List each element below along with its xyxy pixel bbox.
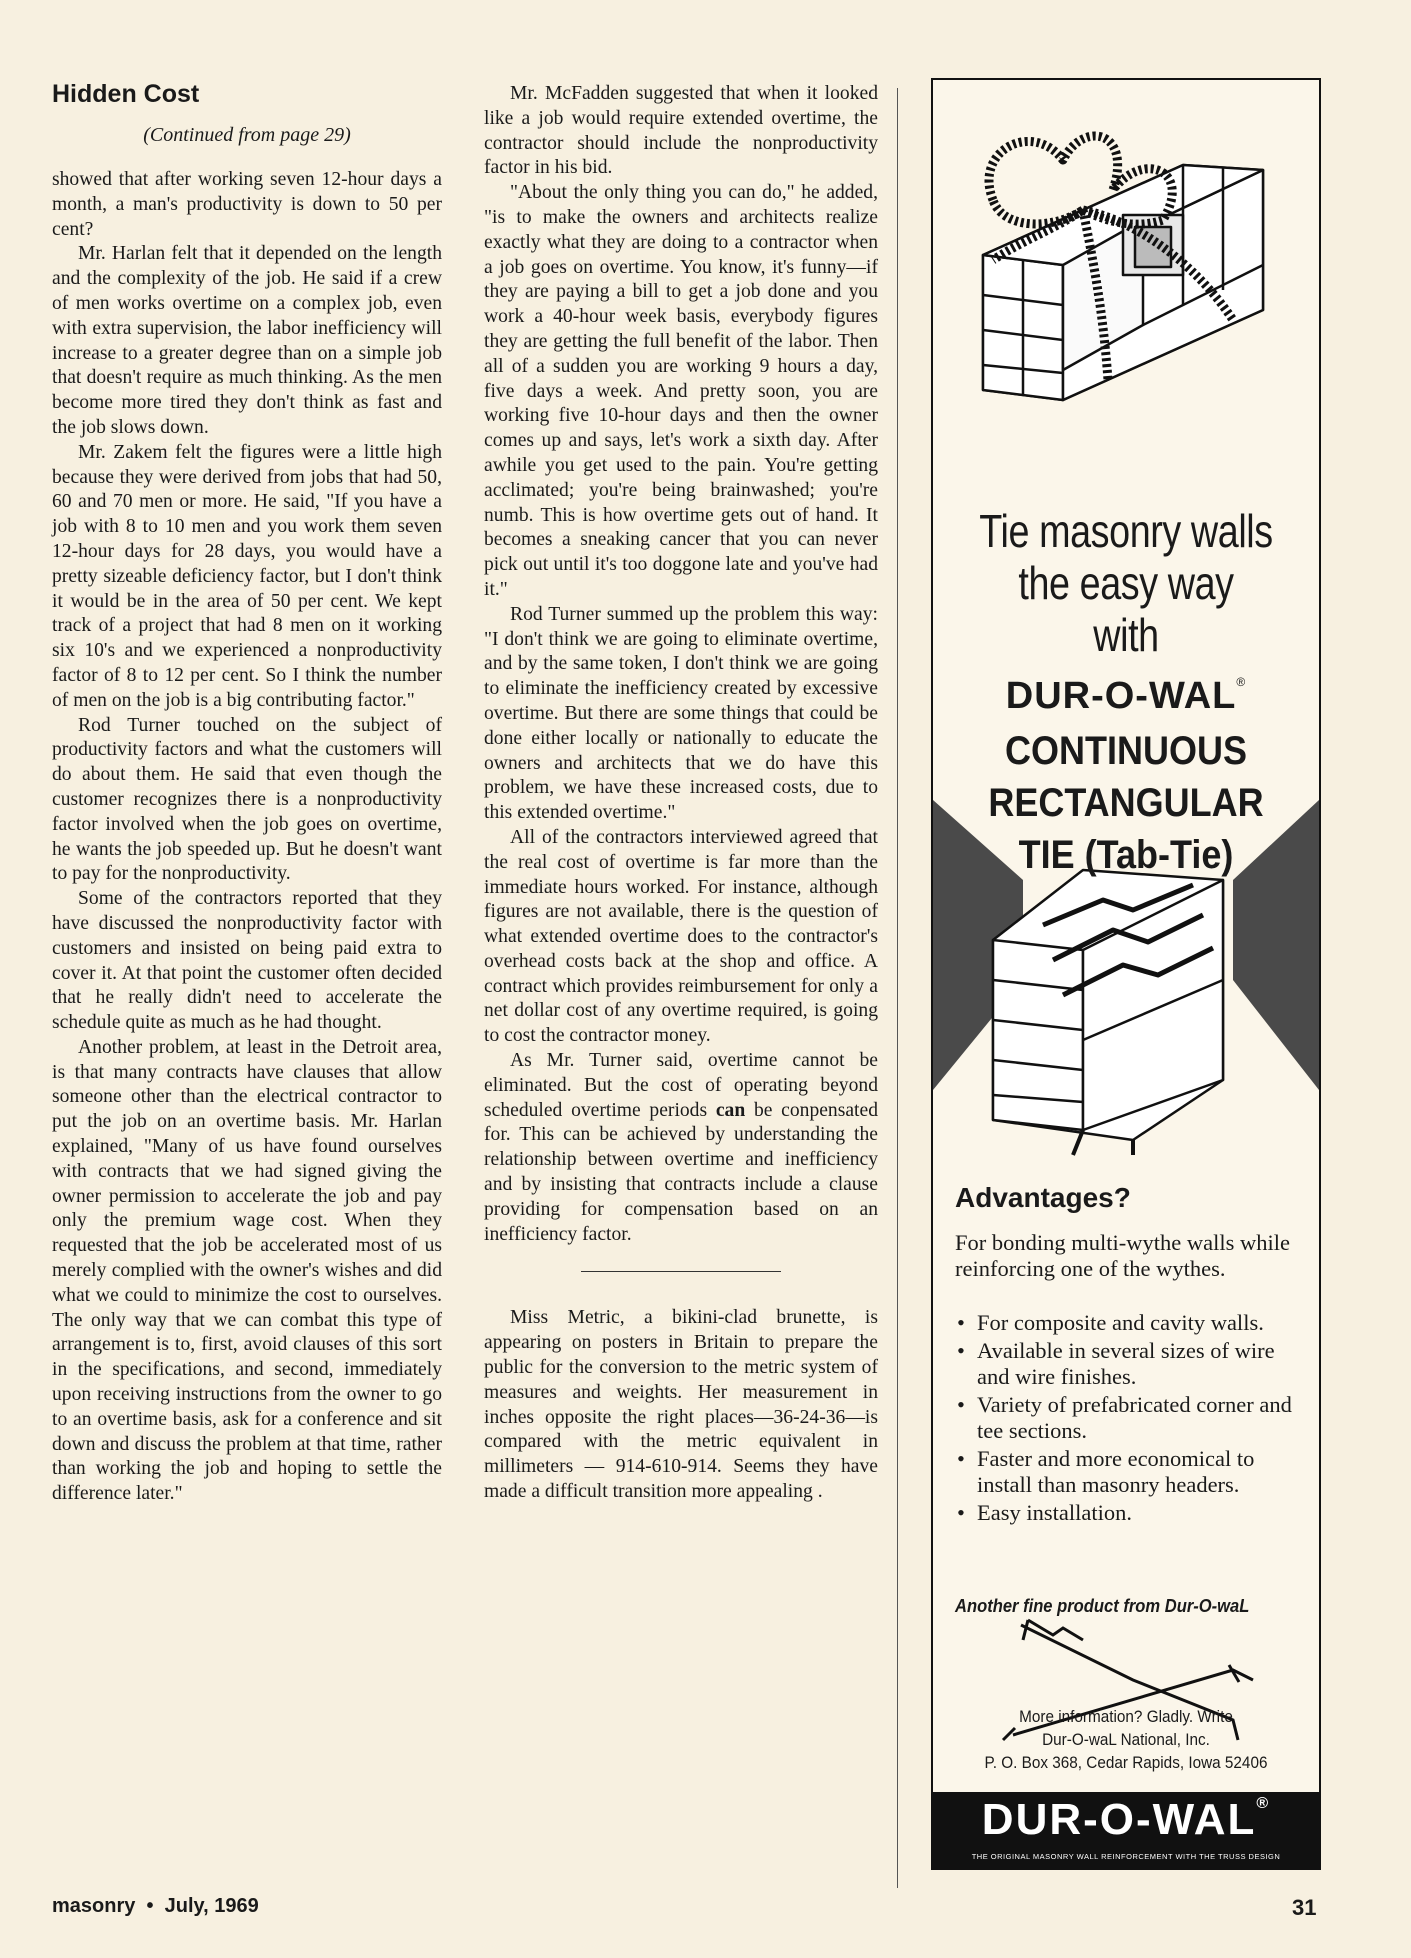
list-item-text: Variety of prefabricated corner and tee sections. (977, 1392, 1292, 1443)
product-line: RECTANGULAR (988, 781, 1264, 825)
contact-line: Dur-O-waL National, Inc. (1042, 1730, 1210, 1749)
advantages-intro: For bonding multi-wythe walls while reinforcing one of the wythes. (955, 1230, 1290, 1281)
registered-mark: ® (1236, 675, 1247, 689)
column-divider (897, 88, 898, 1888)
list-item (955, 1310, 1305, 1336)
bullet-icon: • (957, 1392, 965, 1417)
list-item-text: For composite and cavity walls. (977, 1310, 1264, 1335)
paragraph: Another problem, at least in the Detroit area, is that many contracts have clauses that allow someone other than the electrical contractor to put the job on an overtime basis. Mr. Harlan explained, "Many of us have found ourselves with contracts that we had signed giving the owner permission to accelerate the job and pay only the premium wage cost. When they requested that the job be accelerated most of us merely complied with the owner's wishes and did what we could to minimize the cost to ourselves. The only way that we can combat this type of arrangement is to, first, avoid clauses of this sort in the specifications, and second, immediately upon receiving instructions from the owner to go to an overtime basis, ask for a conference and sit down and discuss the problem at that time, rather than working the job and hoping to settle the difference later." (52, 1036, 442, 1505)
paragraph: Rod Turner summed up the problem this way: "I don't think we are going to eliminate overtime, and by the same token, I don't think we are going to eliminate the inefficiency created by excessive overtime. But there are some things that could be done either locally or nationally to educate the owners and architects that we do have this problem, we have these increased costs, due to this extended overtime." (484, 603, 878, 824)
tagline-line: the easy way (1018, 557, 1234, 609)
logo-text: DUR-O-WAL (981, 1795, 1257, 1844)
paragraph (484, 1049, 878, 1247)
footer-publication: masonry • July, 1969 (52, 1895, 259, 1917)
article-column-2 (484, 82, 878, 1505)
advantages-list (955, 1310, 1305, 1528)
brand-name (933, 675, 1319, 718)
paragraph: Rod Turner touched on the subject of productivity factors and what the customers will do about them. He said that even though the customer recognizes there is a nonproductivity factor involved when the job goes on overtime, he wants the job speeded up. But he doesn't want to pay for the nonproductivity. (52, 714, 442, 885)
list-item (955, 1392, 1305, 1444)
dur-o-wal-advertisement (931, 78, 1321, 1870)
list-item (955, 1500, 1305, 1526)
tagline-line: Tie masonry walls (979, 505, 1273, 557)
logo-registered-mark: ® (1256, 1795, 1271, 1812)
contact-line: P. O. Box 368, Cedar Rapids, Iowa 52406 (984, 1753, 1268, 1772)
logo-subtitle: THE ORIGINAL MASONRY WALL REINFORCEMENT WITH THE TRUSS DESIGN (971, 1852, 1281, 1861)
list-item-text: Available in several sizes of wire and wire finishes. (977, 1338, 1275, 1389)
dur-o-wal-logo (933, 1795, 1319, 1845)
bullet-icon: • (957, 1338, 965, 1363)
paragraph: Mr. Harlan felt that it depended on the length and the complexity of the job. He said if a crew of men works overtime on a complex job, even with extra supervision, the labor inefficiency will increase to a greater degree than on a simple job that doesn't require as much thinking. As the men become more tired they don't think as fast and the job slows down. (52, 243, 442, 438)
paragraph-text: As Mr. Turner said, overtime cannot be eliminated. But the cost of operating beyond scheduled overtime periods (484, 1050, 878, 1121)
ad-tagline (968, 505, 1285, 661)
bullet-icon: • (957, 1446, 965, 1471)
product-name (952, 725, 1299, 881)
paragraph: Mr. McFadden suggested that when it looked like a job would require extended overtime, the contractor should include the nonproductivity factor in his bid. (484, 83, 878, 179)
contact-info (952, 1705, 1299, 1774)
advantages-title: Advantages? (955, 1182, 1131, 1213)
list-item (955, 1446, 1305, 1498)
metric-paragraph: Miss Metric, a bikini-clad brunette, is appearing on posters in Britain to prepare the public for the conversion to the metric system of measures and weights. Her measurement in inches opposite the right places—36-24-36—is compared with the metric equivalent in millimeters — 914-610-914. Seems they have made a difficult transition more appealing . (484, 1307, 878, 1503)
list-item (955, 1338, 1305, 1390)
section-rule (581, 1271, 781, 1272)
paragraph: All of the contractors interviewed agreed that the real cost of overtime is far more than the immediate hours worked. For instance, although figures are not available, there is the question of what extended overtime does to the contractor's overhead costs back at the shop and office. A contract which provides reimbursement for only a net dollar cost of any overtime required, is going to cost the contractor money. (484, 826, 878, 1047)
paragraph: Mr. Zakem felt the figures were a little high because they were derived from jobs that had 50, 60 and 70 men or more. He said, "If you have a job with 8 to 10 men and you work them seven 12-hour days for 28 days, you would have a pretty sizeable deficiency factor, but I don't think it would be in the area of 50 per cent. We kept track of a project that had 8 men on it working six 10's and we experienced a nonproductivity factor of 8 to 12 per cent. So I think the number of men on the job is a big contributing factor." (52, 441, 442, 711)
product-line: CONTINUOUS (1004, 729, 1247, 773)
another-product-note: Another fine product from Dur-O-waL (955, 1596, 1250, 1616)
paragraph-text: be conpensated for. This can be achieved by understanding the relationship between overtime and inefficiency and by insisting that contracts include a clause providing for compensation based on an inefficiency factor. (484, 1099, 878, 1245)
emphasis-text: can (715, 1099, 746, 1121)
contact-line: More information? Gladly. Write (1019, 1707, 1233, 1726)
paragraph: Some of the contractors reported that they have discussed the nonproductivity factor with customers and insisted on being paid extra to cover it. At that point the customer often decided that he really didn't need to accelerate the schedule quite as much as he had thought. (52, 888, 442, 1034)
list-item-text: Easy installation. (977, 1500, 1132, 1525)
bullet-icon: • (957, 1500, 965, 1525)
continued-note: (Continued from page 29) (143, 124, 351, 146)
article-heading: Hidden Cost (52, 80, 200, 108)
gift-block-illustration (983, 136, 1263, 400)
brand-text: DUR-O-WAL (1005, 675, 1237, 717)
paragraph: showed that after working seven 12-hour days a month, a man's productivity is down to 50 per cent? (52, 169, 442, 240)
page-number: 31 (1292, 1895, 1317, 1920)
product-line: TIE (Tab-Tie) (1018, 833, 1234, 877)
bullet-icon: • (957, 1310, 965, 1335)
article-column-1 (52, 168, 442, 1507)
paragraph: "About the only thing you can do," he added, "is to make the owners and architects realize exactly what they are doing to a contractor when a job goes on overtime. You know, it's funny—if they are paying a bill to get a job done and you work a 40-hour week basis, everybody figures they are getting the full benefit of the labor. Then all of a sudden you are working 9 hours a day, five days a week. And pretty soon, you are working five 10-hour days and then the owner comes up and says, let's work a sixth day. After awhile you get used to the pain. You're getting acclimated; you're being brainwashed; you're numb. This is how overtime gets out of hand. It becomes a sneaking cancer that you can never pick out until it's too doggone late and you've had it." (484, 182, 878, 600)
list-item-text: Faster and more economical to install than masonry headers. (977, 1446, 1255, 1497)
tagline-line: with (1093, 609, 1159, 661)
